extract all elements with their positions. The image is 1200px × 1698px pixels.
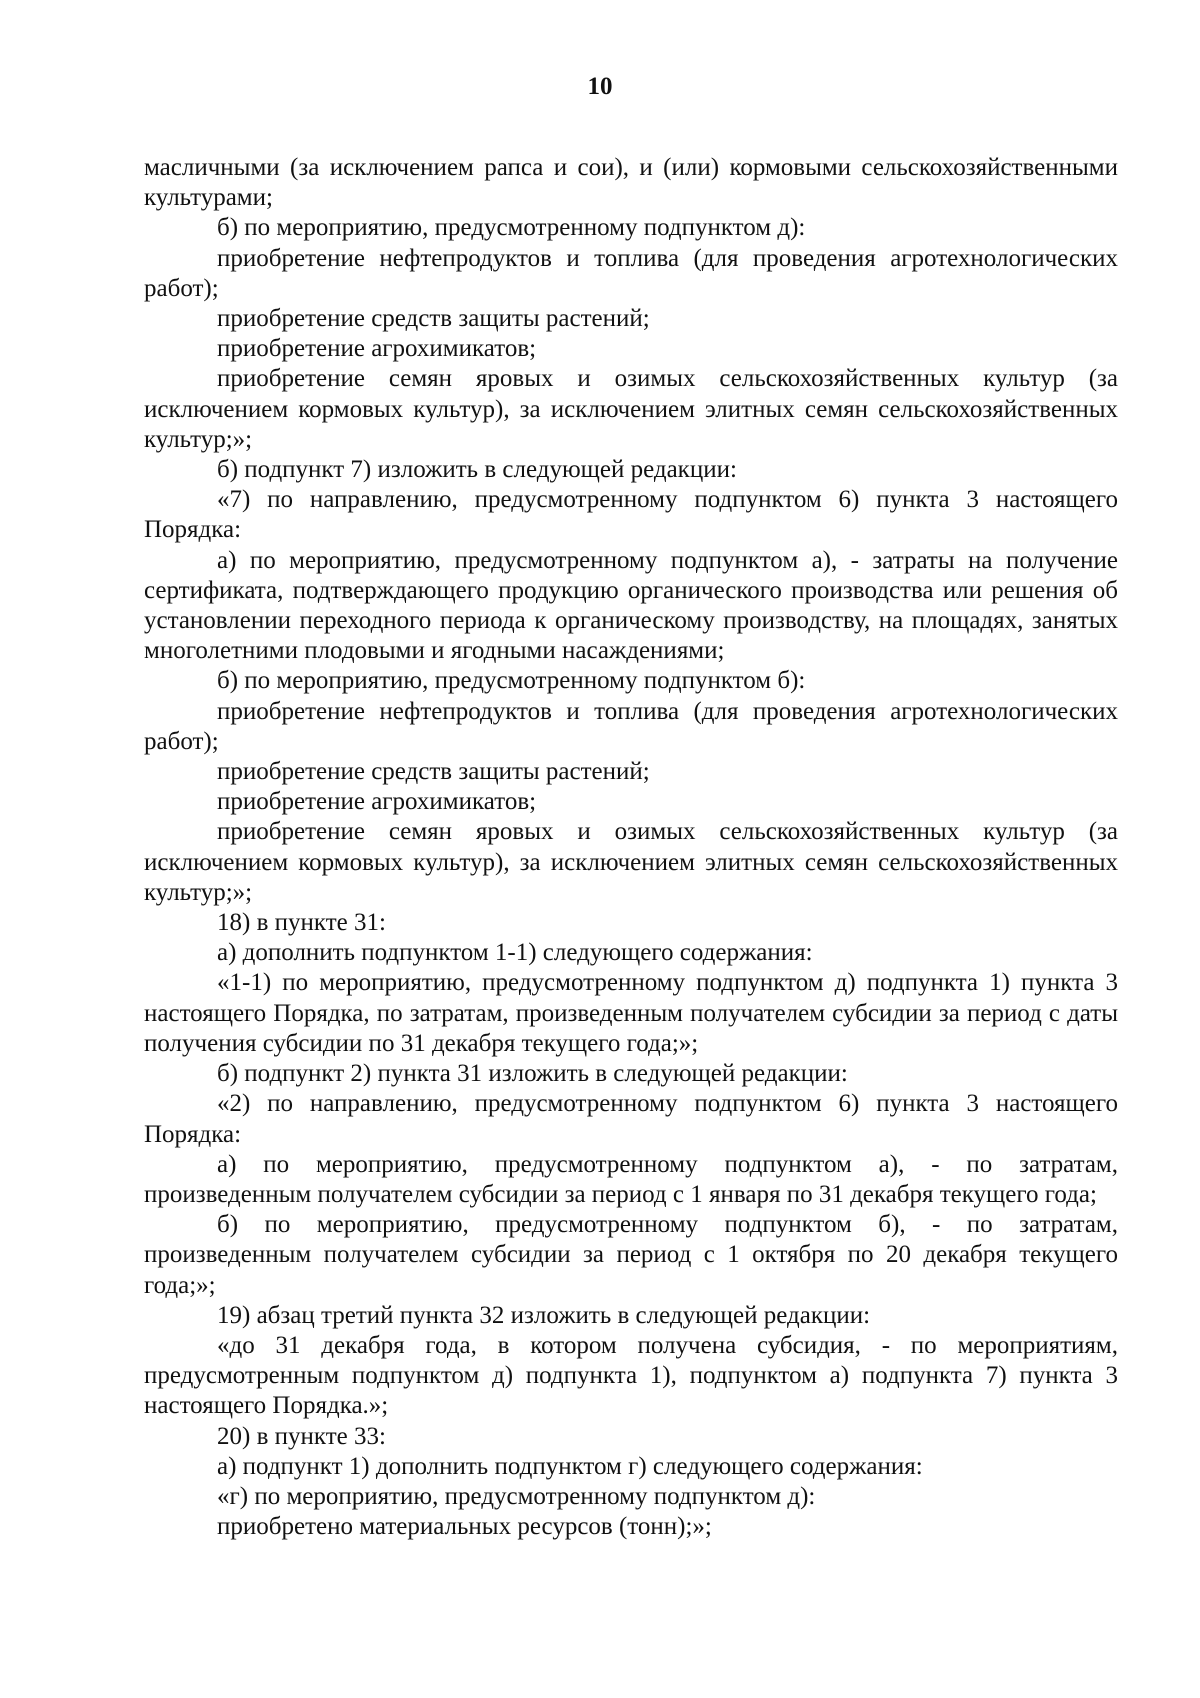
paragraph: а) по мероприятию, предусмотренному подпунктом а), - затраты на получение сертификата, подтверждающего продукцию органического производства или решения об установлении переходного периода к органическому производству, на площадях, занятых многолетними плодовыми и ягодными насаждениями; — [144, 546, 1118, 665]
paragraph: б) подпункт 2) пункта 31 изложить в следующей редакции: — [217, 1060, 848, 1088]
paragraph: «1-1) по мероприятию, предусмотренному подпунктом д) подпункта 1) пункта 3 настоящего Порядка, по затратам, произведенным получателем субсидии за период с даты получения субсидии по 31 декабря текущего года;»; — [144, 969, 1118, 1057]
paragraph: приобретение нефтепродуктов и топлива (для проведения агротехнологических работ); — [144, 244, 1118, 302]
paragraph: приобретение семян яровых и озимых сельскохозяйственных культур (за исключением кормовых культур), за исключением элитных семян сельскохозяйственных культур;»; — [144, 365, 1118, 453]
paragraph: б) по мероприятию, предусмотренному подпунктом б), - по затратам, произведенным получателем субсидии за период с 1 октября по 20 декабря текущего года;»; — [144, 1211, 1118, 1299]
paragraph: приобретение семян яровых и озимых сельскохозяйственных культур (за исключением кормовых культур), за исключением элитных семян сельскохозяйственных культур;»; — [144, 818, 1118, 906]
paragraph: приобретение агрохимикатов; — [217, 335, 537, 363]
paragraph: а) подпункт 1) дополнить подпунктом г) следующего содержания: — [217, 1452, 923, 1480]
paragraph: приобретение агрохимикатов; — [217, 788, 537, 816]
paragraph: приобретение средств защиты растений; — [217, 758, 650, 786]
paragraph: «7) по направлению, предусмотренному подпунктом 6) пункта 3 настоящего Порядка: — [144, 486, 1118, 544]
paragraph: «г) по мероприятию, предусмотренному подпунктом д): — [217, 1482, 816, 1510]
paragraph: б) подпункт 7) изложить в следующей редакции: — [217, 456, 737, 484]
document-body — [144, 153, 1118, 1542]
paragraph: б) по мероприятию, предусмотренному подпунктом б): — [217, 667, 806, 695]
paragraph: приобретение средств защиты растений; — [217, 305, 650, 333]
paragraph: приобретено материальных ресурсов (тонн);»; — [217, 1513, 712, 1541]
paragraph: 19) абзац третий пункта 32 изложить в следующей редакции: — [217, 1301, 871, 1329]
paragraph: масличными (за исключением рапса и сои), и (или) кормовыми сельскохозяйственными культурами; — [144, 154, 1118, 212]
page-number: 10 — [587, 73, 613, 100]
paragraph: 20) в пункте 33: — [217, 1422, 386, 1450]
paragraph: б) по мероприятию, предусмотренному подпунктом д): — [217, 214, 806, 242]
paragraph: «до 31 декабря года, в котором получена субсидия, - по мероприятиям, предусмотренным подпунктом д) подпункта 1), подпунктом а) подпункта 7) пункта 3 настоящего Порядка.»; — [144, 1331, 1118, 1420]
paragraph: 18) в пункте 31: — [217, 909, 386, 937]
paragraph: а) дополнить подпунктом 1-1) следующего содержания: — [217, 939, 813, 967]
paragraph: «2) по направлению, предусмотренному подпунктом 6) пункта 3 настоящего Порядка: — [144, 1090, 1118, 1148]
paragraph: а) по мероприятию, предусмотренному подпунктом а), - по затратам, произведенным получателем субсидии за период с 1 января по 31 декабря текущего года; — [144, 1150, 1118, 1208]
paragraph: приобретение нефтепродуктов и топлива (для проведения агротехнологических работ); — [144, 697, 1118, 755]
